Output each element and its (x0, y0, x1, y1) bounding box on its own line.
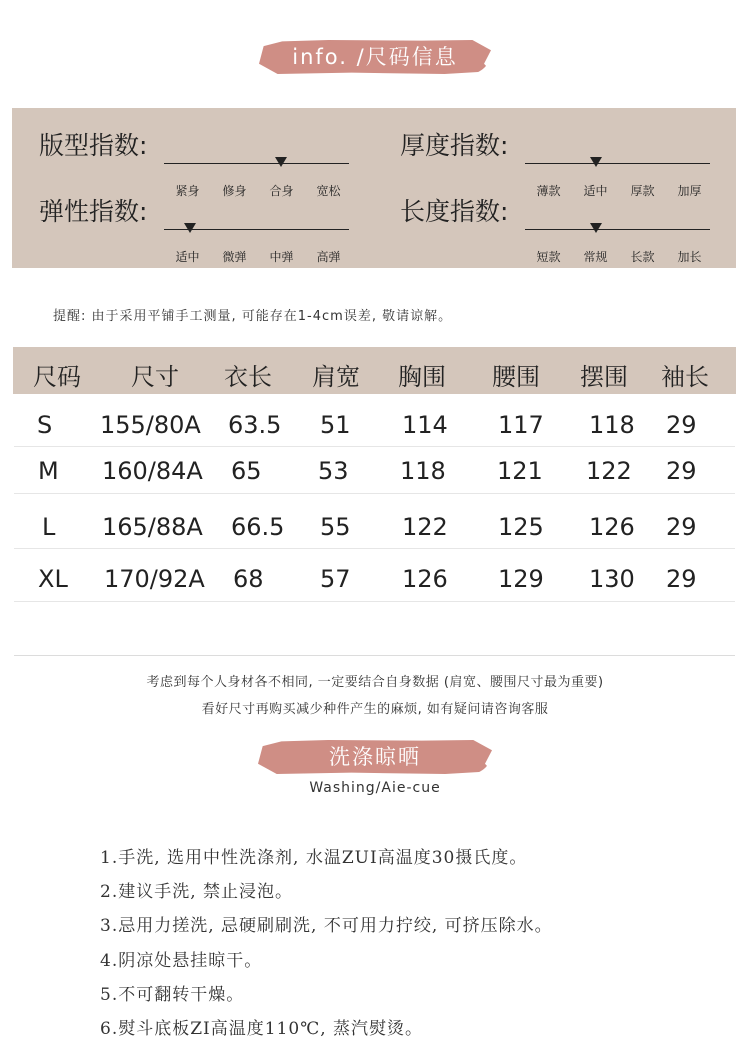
thickness-index-scale-line (525, 163, 710, 164)
table-cell: 53 (318, 457, 349, 485)
table-cell: 126 (589, 513, 635, 541)
table-cell: 126 (402, 565, 448, 593)
header-bust: 胸围 (398, 363, 446, 391)
table-cell: 121 (497, 457, 543, 485)
elasticity-index-option: 微弹 (222, 250, 247, 264)
thickness-index-option: 薄款 (536, 184, 561, 198)
measurement-note: 提醒: 由于采用平铺手工测量, 可能存在1-4cm误差, 敬请谅解。 (53, 309, 453, 324)
washing-subtitle: Washing/Aie-cue (309, 780, 441, 796)
length-index-scale-line (525, 229, 710, 230)
elasticity-index-options (164, 248, 352, 265)
length-index-option: 长款 (630, 250, 655, 264)
table-cell: 66.5 (231, 513, 285, 541)
table-cell: 122 (586, 457, 632, 485)
care-item: 4.阴凉处悬挂晾干。 (100, 951, 263, 971)
table-cell: 155/80A (100, 411, 201, 439)
washing-banner (258, 740, 492, 774)
table-cell: 125 (498, 513, 544, 541)
section-divider (14, 655, 735, 656)
elasticity-index-marker-icon (184, 223, 196, 233)
row-divider (14, 601, 735, 602)
fit-index-option: 宽松 (316, 184, 341, 198)
fit-index-option: 修身 (222, 184, 247, 198)
thickness-index-option: 加厚 (677, 184, 702, 198)
elasticity-index-option: 中弹 (269, 250, 294, 264)
fit-index-panel (12, 108, 736, 268)
washing-title: 洗涤晾晒 (329, 745, 421, 769)
header-dimension: 尺寸 (131, 363, 179, 391)
header-size: 尺码 (33, 363, 81, 391)
header-length: 衣长 (224, 363, 272, 391)
header-shoulder: 肩宽 (312, 363, 360, 391)
size-info-banner (259, 40, 491, 74)
table-cell: 29 (666, 513, 697, 541)
table-cell: 117 (498, 411, 544, 439)
care-item: 2.建议手洗, 禁止浸泡。 (100, 882, 294, 902)
table-cell: M (38, 457, 59, 485)
header-waist: 腰围 (492, 363, 540, 391)
table-cell: 65 (231, 457, 262, 485)
size-info-title: info. /尺码信息 (292, 45, 458, 69)
fit-index-label: 版型指数: (39, 131, 148, 160)
fit-index-options (164, 182, 352, 199)
table-cell: L (42, 513, 56, 541)
length-index-option: 加长 (677, 250, 702, 264)
thickness-index-option: 适中 (583, 184, 608, 198)
table-cell: 63.5 (228, 411, 282, 439)
footnote-line-1: 考虑到每个人身材各不相同, 一定要结合自身数据 (肩宽、腰围尺寸最为重要) (146, 675, 604, 690)
table-cell: 118 (400, 457, 446, 485)
table-cell: 122 (402, 513, 448, 541)
table-cell: 165/88A (102, 513, 203, 541)
table-cell: 55 (320, 513, 351, 541)
thickness-index-option: 厚款 (630, 184, 655, 198)
table-cell: 29 (666, 457, 697, 485)
fit-index-marker-icon (275, 157, 287, 167)
row-divider (14, 446, 735, 447)
fit-index-option: 紧身 (175, 184, 200, 198)
table-cell: 118 (589, 411, 635, 439)
table-cell: 129 (498, 565, 544, 593)
footnote-line-2: 看好尺寸再购买减少种件产生的麻烦, 如有疑问请咨询客服 (201, 702, 549, 717)
table-cell: 29 (666, 411, 697, 439)
elasticity-index-option: 适中 (175, 250, 200, 264)
table-cell: S (37, 411, 53, 439)
length-index-marker-icon (590, 223, 602, 233)
header-sleeve: 袖长 (661, 363, 709, 391)
elasticity-index-label: 弹性指数: (39, 197, 148, 226)
table-cell: 29 (666, 565, 697, 593)
size-table-header (13, 347, 736, 394)
thickness-index-label: 厚度指数: (400, 131, 509, 160)
row-divider (14, 548, 735, 549)
fit-index-scale-line (164, 163, 349, 164)
care-item: 3.忌用力搓洗, 忌硬刷刷洗, 不可用力拧绞, 可挤压除水。 (100, 916, 553, 936)
row-divider (14, 493, 735, 494)
thickness-index-options (525, 182, 713, 199)
fit-index-option: 合身 (269, 184, 294, 198)
care-item: 6.熨斗底板ZI高温度110℃, 蒸汽熨烫。 (100, 1019, 424, 1039)
header-hem: 摆围 (580, 363, 628, 391)
thickness-index-marker-icon (590, 157, 602, 167)
elasticity-index-option: 高弹 (316, 250, 341, 264)
length-index-option: 常规 (583, 250, 608, 264)
table-cell: 170/92A (104, 565, 205, 593)
table-cell: 160/84A (102, 457, 203, 485)
length-index-label: 长度指数: (400, 197, 509, 226)
length-index-options (525, 248, 713, 265)
care-item: 5.不可翻转干燥。 (100, 985, 245, 1005)
table-cell: 57 (320, 565, 351, 593)
length-index-option: 短款 (536, 250, 561, 264)
table-cell: 51 (320, 411, 351, 439)
table-cell: XL (38, 565, 68, 593)
table-cell: 114 (402, 411, 448, 439)
table-cell: 130 (589, 565, 635, 593)
care-item: 1.手洗, 选用中性洗涤剂, 水温ZUI高温度30摄氏度。 (100, 848, 528, 868)
table-cell: 68 (233, 565, 264, 593)
